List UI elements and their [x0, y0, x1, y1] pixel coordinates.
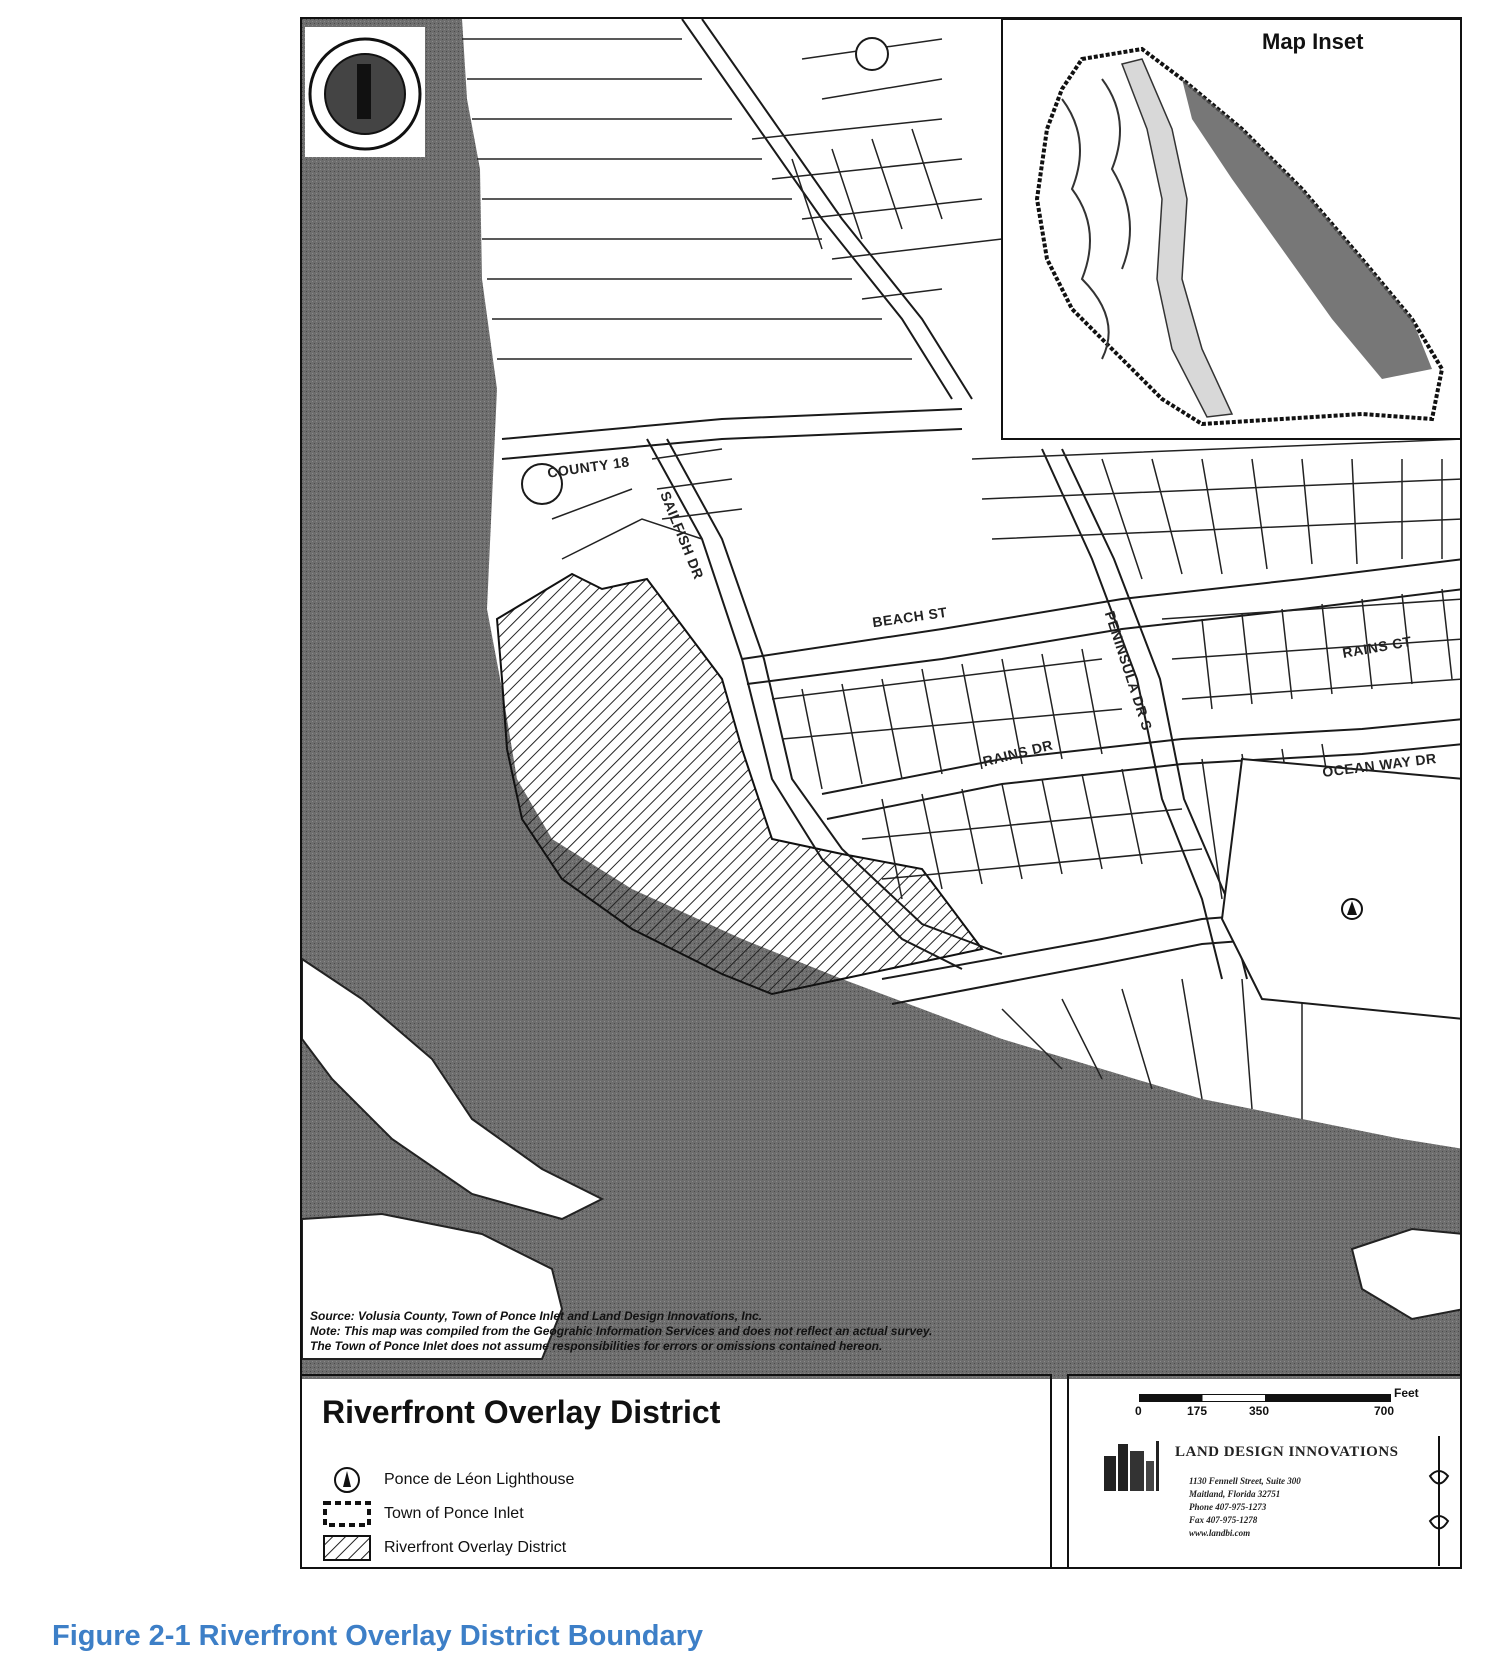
street-label-county: COUNTY 18 [546, 453, 631, 481]
street-label-ocean-way: OCEAN WAY DR [1321, 750, 1438, 780]
firm-address-line: 1130 Fennell Street, Suite 300 [1189, 1476, 1301, 1486]
hatched-area-icon [322, 1534, 372, 1562]
legend-title: Riverfront Overlay District [322, 1394, 721, 1430]
map-inset-title: Map Inset [1262, 29, 1364, 54]
legend-item-overlay [322, 1534, 566, 1562]
scale-unit: Feet [1394, 1386, 1419, 1400]
street-label-rains-dr: RAINS DR [981, 736, 1055, 770]
firm-logo [1104, 1436, 1174, 1491]
scale-tick: 0 [1135, 1404, 1142, 1418]
map-canvas [302, 19, 1462, 1379]
legend-item-lighthouse [322, 1466, 574, 1494]
scale-tick: 175 [1187, 1404, 1208, 1418]
scale-bar [1139, 1394, 1391, 1402]
legend-label: Town of Ponce Inlet [384, 1505, 524, 1522]
legend-box [302, 1374, 1052, 1569]
figure-caption: Figure 2-1 Riverfront Overlay District Boundary [52, 1620, 704, 1652]
legend-label: Riverfront Overlay District [384, 1539, 567, 1556]
source-note-line: Source: Volusia County, Town of Ponce Inlet and Land Design Innovations, Inc. [310, 1309, 763, 1323]
street-label-peninsula: PENINSULA DR S [1101, 609, 1156, 733]
firm-address-line: Maitland, Florida 32751 [1189, 1489, 1281, 1499]
firm-address-line: Fax 407-975-1278 [1189, 1515, 1258, 1525]
street-label-beach: BEACH ST [871, 603, 949, 631]
legend-item-town [322, 1500, 524, 1528]
north-arrow-icon [1424, 1436, 1454, 1566]
lighthouse-icon [322, 1466, 372, 1494]
firm-address-line: www.landbi.com [1189, 1528, 1251, 1538]
source-note-line: Note: This map was compiled from the Geograhic Information Services and does not reflect an actual survey. [310, 1324, 933, 1338]
street-label-sailfish: SAILFISH DR [657, 489, 707, 582]
lighthouse-tract [1222, 759, 1462, 1019]
legend-label: Ponce de Léon Lighthouse [384, 1471, 575, 1488]
street-label-rains-ct: RAINS CT [1341, 633, 1413, 661]
firm-name: LAND DESIGN INNOVATIONS [1175, 1444, 1399, 1460]
firm-address-line: Phone 407-975-1273 [1189, 1502, 1267, 1512]
credit-box [1067, 1374, 1462, 1569]
map-frame [300, 17, 1462, 1569]
scale-tick: 350 [1249, 1404, 1270, 1418]
dashed-boundary-icon [322, 1500, 372, 1528]
scale-tick: 700 [1374, 1404, 1395, 1418]
source-note-line: The Town of Ponce Inlet does not assume responsibilities for errors or omissions contained hereon. [310, 1339, 883, 1353]
source-note [310, 1309, 932, 1354]
